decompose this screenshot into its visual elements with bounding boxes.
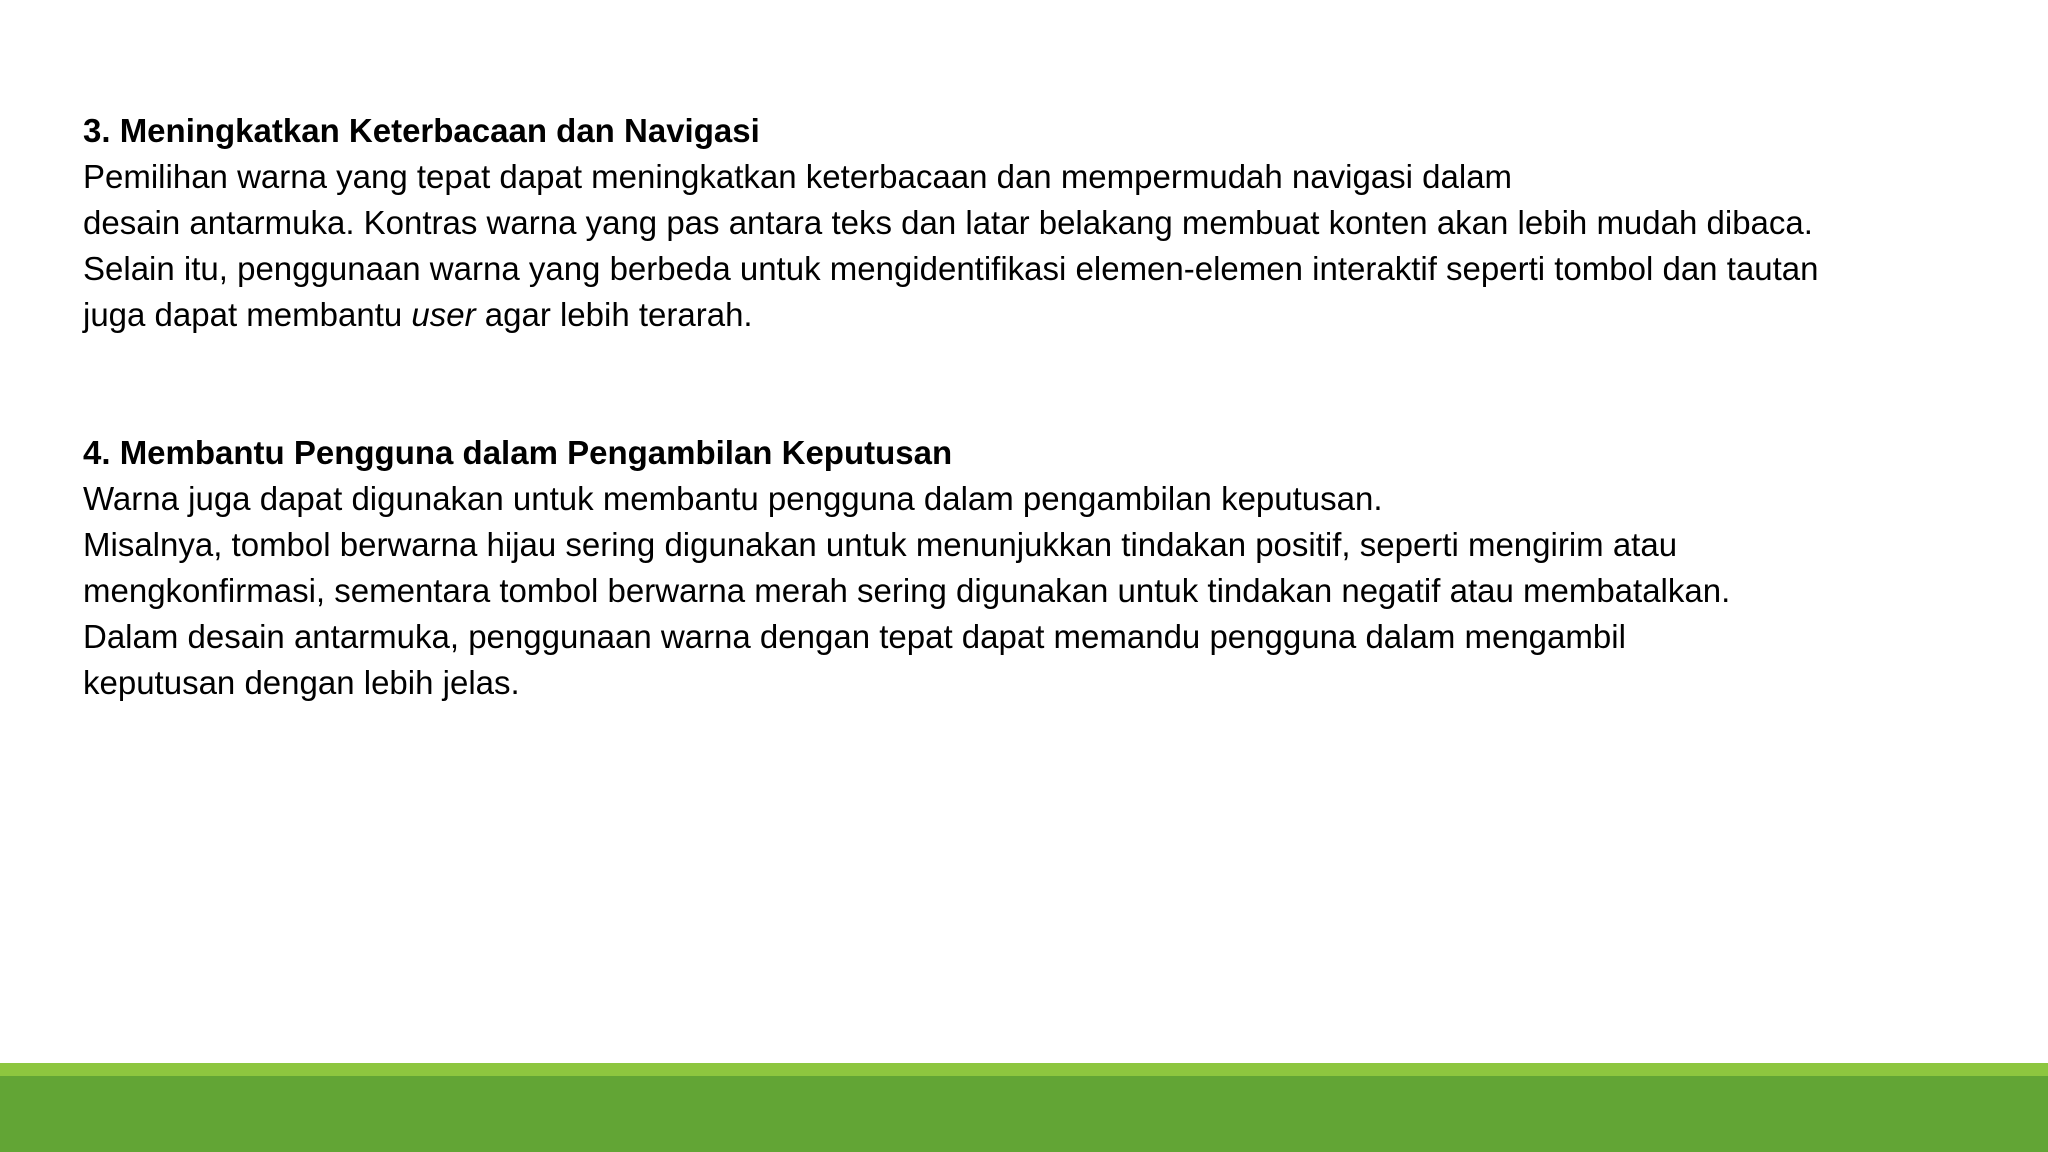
paragraph-line: [83, 292, 2013, 338]
paragraph-line: Dalam desain antarmuka, penggunaan warna dengan tepat dapat memandu pengguna dalam mengambil: [83, 618, 1626, 655]
emphasized-word: user: [411, 296, 476, 333]
text-segment: agar lebih terarah.: [475, 296, 753, 333]
paragraph-line: keputusan dengan lebih jelas.: [83, 664, 520, 701]
text-segment: juga dapat membantu: [83, 296, 412, 333]
paragraph-line: Warna juga dapat digunakan untuk membantu pengguna dalam pengambilan keputusan.: [83, 480, 1383, 517]
section-heading: 4. Membantu Pengguna dalam Pengambilan Keputusan: [83, 434, 953, 471]
paragraph-line: mengkonfirmasi, sementara tombol berwarna merah sering digunakan untuk tindakan negatif atau membatalkan.: [83, 572, 1731, 609]
paragraph-line: Misalnya, tombol berwarna hijau sering digunakan untuk menunjukkan tindakan positif, seperti mengirim atau: [83, 526, 1678, 563]
footer-accent-stripe: [0, 1063, 2048, 1076]
section-decision-making: [83, 430, 2013, 706]
paragraph-line: Pemilihan warna yang tepat dapat meningkatkan keterbacaan dan mempermudah navigasi dalam: [83, 158, 1513, 195]
footer-bar: [0, 1076, 2048, 1152]
section-heading: 3. Meningkatkan Keterbacaan dan Navigasi: [83, 112, 760, 149]
slide-content: [83, 108, 2013, 706]
paragraph-line: Selain itu, penggunaan warna yang berbeda untuk mengidentifikasi elemen-elemen interaktif seperti tombol dan tautan: [83, 250, 1819, 287]
section-readability-navigation: [83, 108, 2013, 338]
section-spacer: [83, 338, 2013, 430]
paragraph-line: desain antarmuka. Kontras warna yang pas antara teks dan latar belakang membuat konten akan lebih mudah dibaca.: [83, 204, 1813, 241]
